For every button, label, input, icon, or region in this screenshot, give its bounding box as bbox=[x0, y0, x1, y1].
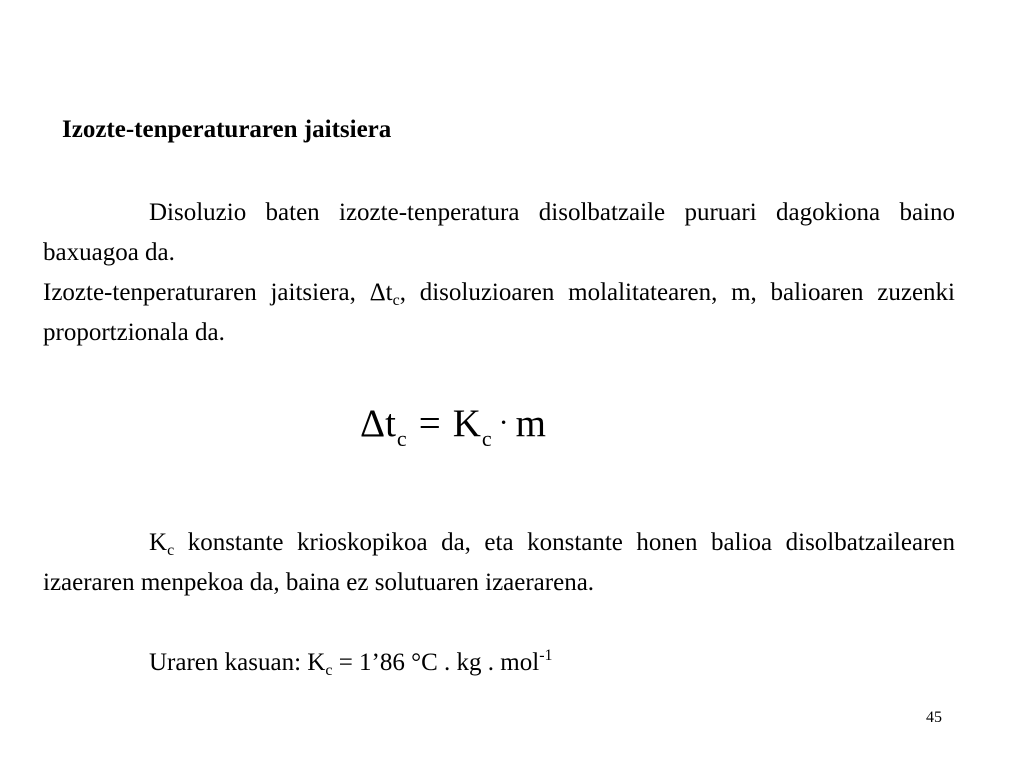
kc-symbol: K bbox=[149, 529, 168, 556]
formula-multiplication-dot: · bbox=[498, 406, 509, 439]
page-number: 45 bbox=[926, 709, 942, 726]
formula-m: m bbox=[515, 402, 546, 445]
water-value-text-start: Uraren kasuan: K bbox=[149, 649, 326, 676]
formula-k: K bbox=[452, 402, 481, 445]
mol-exponent: -1 bbox=[539, 647, 553, 664]
paragraph-depression-proportionality bbox=[43, 273, 955, 353]
formula-equals-sign: = bbox=[418, 402, 441, 445]
constant-text-block bbox=[43, 523, 955, 603]
paragraph-depression-text-end: , disoluzioaren molalitatearen, m, balioaren zuzenki proportzionala da. bbox=[43, 279, 955, 346]
paragraph-depression-text-start: Izozte-tenperaturaren jaitsiera, bbox=[43, 279, 370, 306]
paragraph-cryoscopic-constant bbox=[43, 523, 955, 603]
delta-t-subscript: c bbox=[392, 292, 400, 309]
paragraph-cryoscopic-constant-text: konstante krioskopikoa da, eta konstante honen balioa disolbatzailearen izaeraren menpekoa da, baina ez solutuaren izaerarena. bbox=[43, 529, 955, 596]
water-value-block bbox=[43, 643, 955, 683]
slide-title: Izozte-tenperaturaren jaitsiera bbox=[62, 116, 392, 143]
paragraph-freezing-point-text: Disoluzio baten izozte-tenperatura disolbatzaile puruari dagokiona baino baxuagoa da. bbox=[43, 199, 955, 266]
freezing-point-formula bbox=[360, 396, 546, 455]
paragraph-freezing-point bbox=[43, 193, 955, 273]
paragraph-water-value bbox=[43, 643, 955, 683]
delta-t-symbol: Δt bbox=[369, 279, 393, 306]
water-kc-subscript: c bbox=[325, 662, 333, 679]
formula-delta-t: Δt bbox=[360, 402, 396, 445]
formula-delta-t-subscript: c bbox=[396, 426, 407, 451]
kc-subscript: c bbox=[167, 542, 175, 559]
water-value-text: = 1’86 °C . kg . mol bbox=[332, 649, 540, 676]
definition-text-block bbox=[43, 193, 955, 353]
formula-k-subscript: c bbox=[481, 426, 492, 451]
